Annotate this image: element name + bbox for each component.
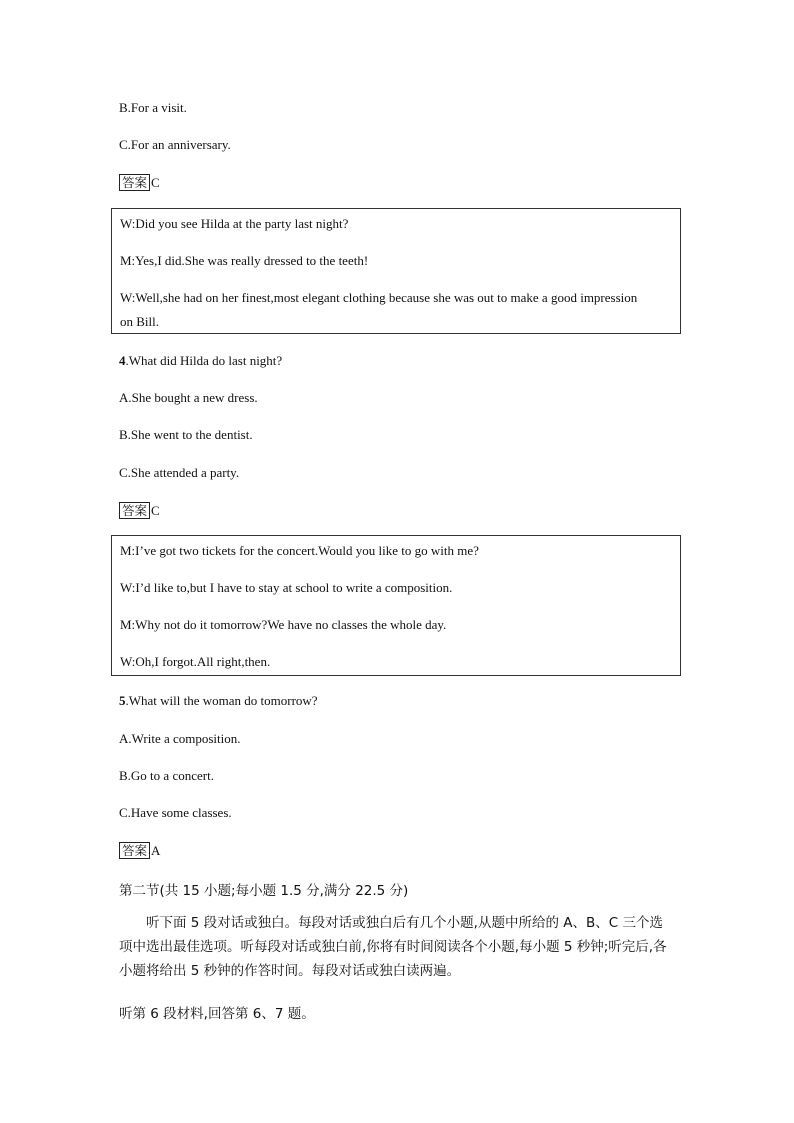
answer-value: C xyxy=(151,503,160,518)
section-instructions: 听下面 5 段对话或独白。每段对话或独白后有几个小题,从题中所给的 A、B、C 三个选项中选出最佳选项。听每段对话或独白前,你将有时间阅读各个小题,每小题 5 秒钟;听完后,各小题将给出 5 秒钟的作答时间。每段对话或独白读两遍。 xyxy=(119,915,667,979)
q5-option-a: A.Write a composition. xyxy=(119,731,241,746)
q5-question xyxy=(119,693,318,709)
q3-answer xyxy=(119,174,160,191)
answer-badge: 答案 xyxy=(119,174,150,191)
question-text: .What will the woman do tomorrow? xyxy=(125,693,318,708)
q4-option-b: B.She went to the dentist. xyxy=(119,427,253,442)
transcript-line: W:Oh,I forgot.All right,then. xyxy=(120,654,271,669)
answer-badge: 答案 xyxy=(119,502,150,519)
q3-option-c: C.For an anniversary. xyxy=(119,137,231,152)
question-number: 5 xyxy=(119,693,126,708)
answer-badge: 答案 xyxy=(119,842,150,859)
question-text: .What did Hilda do last night? xyxy=(125,353,283,368)
transcript-line: W:Well,she had on her finest,most elegant clothing because she was out to make a good impression on Bill. xyxy=(120,290,638,329)
transcript-line: M:Yes,I did.She was really dressed to the teeth! xyxy=(120,253,369,268)
q5-answer xyxy=(119,842,160,859)
q4-option-c: C.She attended a party. xyxy=(119,465,240,480)
transcript-line: M:I’ve got two tickets for the concert.Would you like to go with me? xyxy=(120,543,479,558)
q4-answer xyxy=(119,502,160,519)
answer-value: A xyxy=(151,843,161,858)
question-number: 4 xyxy=(119,353,126,368)
q4-question xyxy=(119,353,282,369)
transcript-line: M:Why not do it tomorrow?We have no classes the whole day. xyxy=(120,617,447,632)
transcript-box-4 xyxy=(111,208,681,334)
q3-option-b: B.For a visit. xyxy=(119,100,187,115)
section-heading: 第二节(共 15 小题;每小题 1.5 分,满分 22.5 分) xyxy=(119,883,409,899)
q5-option-b: B.Go to a concert. xyxy=(119,768,214,783)
transcript-line: W:Did you see Hilda at the party last night? xyxy=(120,216,349,231)
q4-option-a: A.She bought a new dress. xyxy=(119,390,258,405)
q5-option-c: C.Have some classes. xyxy=(119,805,232,820)
transcript-box-5 xyxy=(111,535,681,676)
material-intro: 听第 6 段材料,回答第 6、7 题。 xyxy=(119,1006,315,1022)
transcript-line: W:I’d like to,but I have to stay at school to write a composition. xyxy=(120,580,453,595)
answer-value: C xyxy=(151,175,160,190)
